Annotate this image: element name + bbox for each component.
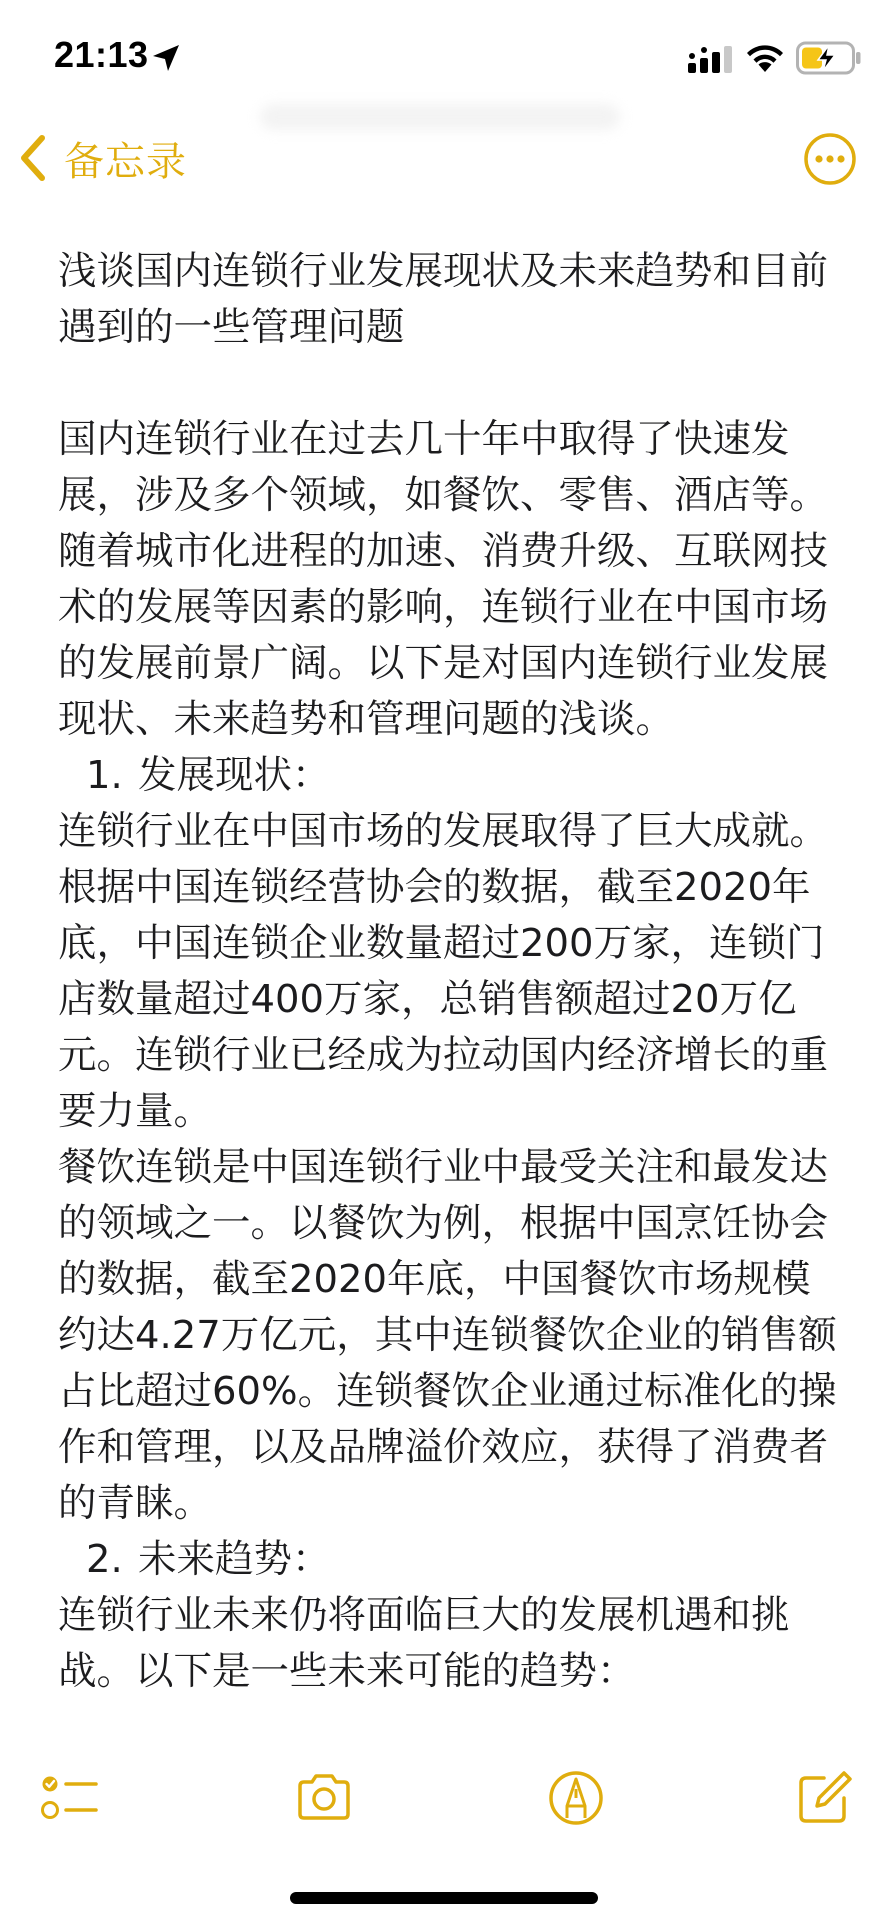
chevron-left-icon [16,132,50,184]
wifi-icon [744,42,786,74]
back-button[interactable] [16,128,187,188]
section-1-paragraph-1: 连锁行业在中国市场的发展取得了巨大成就。根据中国连锁经营协会的数据，截至2020年底，中国连锁企业数量超过200万家，连锁门店数量超过400万家，总销售额超过20万亿元。连锁行业已经成为拉动国内经济增长的重要力量。 [58,809,829,1134]
section-2-paragraph-1: 连锁行业未来仍将面临巨大的发展机遇和挑战。以下是一些未来可能的趋势： [58,1593,790,1694]
bottom-toolbar [0,1740,887,1920]
battery-charging-icon [796,41,862,75]
location-arrow-icon [150,42,182,74]
checklist-icon[interactable] [40,1768,100,1828]
cellular-signal-icon [688,44,732,74]
nav-bar [0,118,887,198]
compose-icon[interactable] [794,1768,854,1828]
home-indicator [290,1892,598,1904]
markup-pen-icon[interactable] [546,1768,606,1828]
note-title: 浅谈国内连锁行业发展现状及未来趋势和目前遇到的一些管理问题 [58,249,829,350]
note-body[interactable] [58,244,844,1700]
ellipsis-circle-icon[interactable] [803,132,857,186]
section-1-heading-text: 发展现状： [138,753,331,798]
section-2-number: 2. [86,1537,123,1582]
section-1-number: 1. [86,753,123,798]
section-2-heading-text: 未来趋势： [138,1537,331,1582]
section-1-heading [58,748,844,804]
section-2-heading [58,1532,844,1588]
status-bar [0,0,887,115]
camera-icon[interactable] [294,1768,354,1828]
status-time: 21:13 [54,34,149,75]
note-intro-paragraph: 国内连锁行业在过去几十年中取得了快速发展，涉及多个领域，如餐饮、零售、酒店等。随着城市化进程的加速、消费升级、互联网技术的发展等因素的影响，连锁行业在中国市场的发展前景广阔。以下是对国内连锁行业发展现状、未来趋势和管理问题的浅谈。 [58,417,829,742]
back-label: 备忘录 [64,138,187,185]
section-1-paragraph-2: 餐饮连锁是中国连锁行业中最受关注和最发达的领域之一。以餐饮为例，根据中国烹饪协会的数据，截至2020年底，中国餐饮市场规模约达4.27万亿元，其中连锁餐饮企业的销售额占比超过60%。连锁餐饮企业通过标准化的操作和管理，以及品牌溢价效应，获得了消费者的青睐。 [58,1145,837,1526]
